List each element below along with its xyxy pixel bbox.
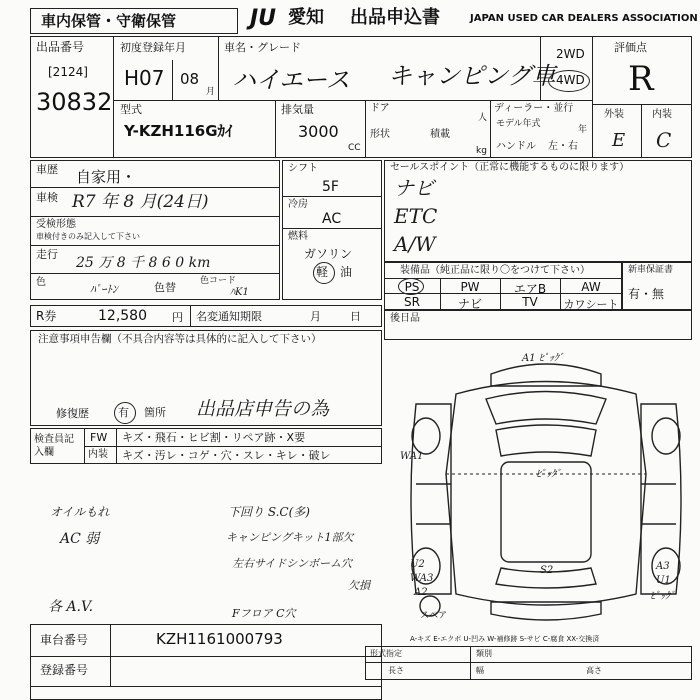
type-label: 型式 <box>120 103 142 116</box>
sales-point-2: ETC <box>394 204 438 228</box>
mark-u1: U1 <box>656 575 671 586</box>
repair-value: 有 <box>118 406 129 419</box>
equip-navi: ナビ <box>457 297 482 311</box>
note-side: 左右サイドシンボーム穴 <box>232 557 352 570</box>
inspector-label: 検査員記入欄 <box>34 434 74 458</box>
equip-seat: カワシート <box>563 298 619 311</box>
history-value: 自家用・ <box>76 168 137 186</box>
fw-items: キズ・飛石・ヒビ割・リペア跡・X要 <box>122 431 306 444</box>
interior-label2: 内装 <box>88 449 108 460</box>
color-value: ﾊﾟｰﾄﾝ <box>90 283 118 296</box>
note-missing: 欠損 <box>348 579 370 592</box>
mark-s2: S2 <box>540 565 554 576</box>
note-floor: Fフロア C穴 <box>232 607 296 620</box>
fw-label: FW <box>90 431 108 444</box>
receive-note: 車検付きのみ記入して下さい <box>36 232 140 241</box>
model-name: ハイエース <box>232 66 350 94</box>
interior-items: キズ・汚レ・コゲ・穴・スレ・キレ・破レ <box>122 449 331 462</box>
nc-day: 日 <box>350 310 361 323</box>
fuel-circled: 軽 <box>316 265 329 279</box>
r-ticket-label: R券 <box>36 309 57 323</box>
mark-u2: U2 <box>410 559 425 570</box>
mark-a3-right: A3 <box>656 561 670 572</box>
mark-wa1: WA1 <box>400 451 424 462</box>
color-change-label: 色替 <box>154 281 176 294</box>
lot-sub: [2124] <box>48 65 88 79</box>
storage-label: 車内保管・守衛保管 <box>41 12 177 30</box>
sales-point-3: A/W <box>394 232 436 256</box>
nc-month: 月 <box>310 310 321 323</box>
load-unit: kg <box>476 146 487 156</box>
form-type-label: 形式指定 <box>370 649 402 658</box>
spec-block <box>365 646 692 680</box>
mileage-label: 走行 <box>36 248 58 261</box>
drive-2wd: 2WD <box>556 47 585 61</box>
handle-label: ハンドル <box>496 141 536 152</box>
reg-month: 08 <box>180 70 200 88</box>
equip-label: 装備品（純正品に限り〇をつけて下さい） <box>400 265 590 276</box>
note-camping: キャンピングキット1部欠 <box>226 531 354 544</box>
note-under: 下回り S.C(多) <box>228 505 310 519</box>
color-label: 色 <box>36 277 46 288</box>
cc-unit: CC <box>348 143 361 153</box>
drive-4wd: 4WD <box>556 73 585 87</box>
grade-name: キャンピング車 <box>388 62 556 90</box>
association-name: JAPAN USED CAR DEALERS ASSOCIATION <box>470 13 698 24</box>
lot-number: 30832 <box>36 88 113 116</box>
aircon-label: 冷房 <box>288 199 308 210</box>
equip-airbag: エアB <box>513 282 547 296</box>
mark-a2: A2 <box>414 587 428 598</box>
color-code-label: 色コード <box>200 276 237 286</box>
name-change-label: 名変通知期限 <box>196 310 262 323</box>
height-label: 高さ <box>586 666 602 675</box>
equip-pw: PW <box>460 280 480 294</box>
shift-label: シフト <box>288 163 318 174</box>
note-ac: AC 弱 <box>60 531 100 547</box>
r-ticket-value: 12,580 <box>98 308 147 324</box>
model-year-label: モデル年式 <box>496 119 541 129</box>
score-value: R <box>628 59 654 99</box>
new-warranty-label: 新車保証書 <box>628 265 674 275</box>
history-label: 車歴 <box>36 163 58 176</box>
mileage-value: 25 万 8 千 8 6 0 km <box>76 255 211 271</box>
model-grade-label: 車名・グレード <box>224 41 301 54</box>
inspection-value: R7 年 8 月(24日) <box>72 192 209 212</box>
repair-note: 出品店申告の為 <box>196 398 330 420</box>
width-label: 幅 <box>476 666 484 675</box>
class-label: 類別 <box>476 649 492 658</box>
handle-opts: 左・右 <box>548 141 578 152</box>
sales-point-label: セールスポイント（正常に機能するものに限ります） <box>390 162 630 173</box>
chassis-value: KZH1161000793 <box>156 630 283 648</box>
fuel-value: ガソリン <box>304 247 353 261</box>
form-title: 出品申込書 <box>350 7 440 28</box>
r-ticket-yen: 円 <box>172 311 183 324</box>
warranty-opts: 有・無 <box>628 287 665 301</box>
color-code-value: ﾊK1 <box>230 287 249 298</box>
note-av: 各 A.V. <box>48 599 94 615</box>
type-value: Y-KZH116Gｶｲ <box>124 122 233 140</box>
notice-title: 注意事項申告欄（不具合内容等は具体的に記入して下さい） <box>38 333 322 345</box>
note-oil: オイルもれ <box>50 505 110 519</box>
length-label: 長さ <box>388 666 404 675</box>
equip-tv: TV <box>522 295 538 309</box>
interior-label: 内装 <box>652 109 672 120</box>
lot-label: 出品番号 <box>36 40 85 54</box>
ju-logo: JU <box>250 6 277 31</box>
mark-pig-top: ﾋﾟｯｸﾞ <box>536 469 561 480</box>
repair-loc: 箇所 <box>144 406 166 419</box>
mark-pig-right: ﾋﾟｯｸﾞ <box>650 591 675 602</box>
cc-value: 3000 <box>298 122 339 141</box>
reg-year: H07 <box>124 66 165 90</box>
equip-ps: PS <box>404 280 420 294</box>
reg-no-label: 登録番号 <box>40 663 89 677</box>
load-label: 積載 <box>430 129 450 140</box>
after-label: 後日品 <box>390 313 420 324</box>
dealer-label: ディーラー・並行 <box>494 103 574 114</box>
mark-a1-front: A1 ﾋﾟｯｸﾞ <box>522 353 564 364</box>
cc-label: 排気量 <box>281 103 314 116</box>
shift-value: 5F <box>322 179 339 195</box>
equip-aw: AW <box>581 280 601 294</box>
inspection-label: 車検 <box>36 191 58 204</box>
exterior-grade: E <box>612 130 626 151</box>
exterior-label: 外装 <box>604 109 624 120</box>
month-unit: 月 <box>206 87 216 97</box>
equip-sr: SR <box>404 295 420 309</box>
score-label: 評価点 <box>614 41 647 54</box>
sales-point-1: ナビ <box>394 176 434 200</box>
door-label: ドア <box>370 103 390 114</box>
fuel-label: 燃料 <box>288 231 308 242</box>
interior-grade: C <box>656 128 672 152</box>
spare-label: スペア <box>420 611 448 621</box>
damage-legend: A-キズ E-エクボ U-凹み W-補修跡 S-サビ C-腐食 XX-交換済 <box>410 635 600 643</box>
mark-wa3: WA3 <box>410 573 434 584</box>
persons-unit: 人 <box>478 113 488 123</box>
history-block <box>30 160 280 300</box>
fuel-other: 油 <box>340 265 353 279</box>
after-block <box>384 310 692 340</box>
storage-box <box>30 8 238 34</box>
receive-label: 受検形態 <box>36 219 76 230</box>
chassis-label: 車台番号 <box>40 633 89 647</box>
reg-year-label: 初度登録年月 <box>120 41 186 54</box>
aircon-value: AC <box>322 211 342 227</box>
year-unit: 年 <box>578 125 588 135</box>
repair-label: 修復歴 <box>56 407 89 420</box>
org-name: 愛知 <box>288 7 324 28</box>
shape-label: 形状 <box>370 129 390 140</box>
